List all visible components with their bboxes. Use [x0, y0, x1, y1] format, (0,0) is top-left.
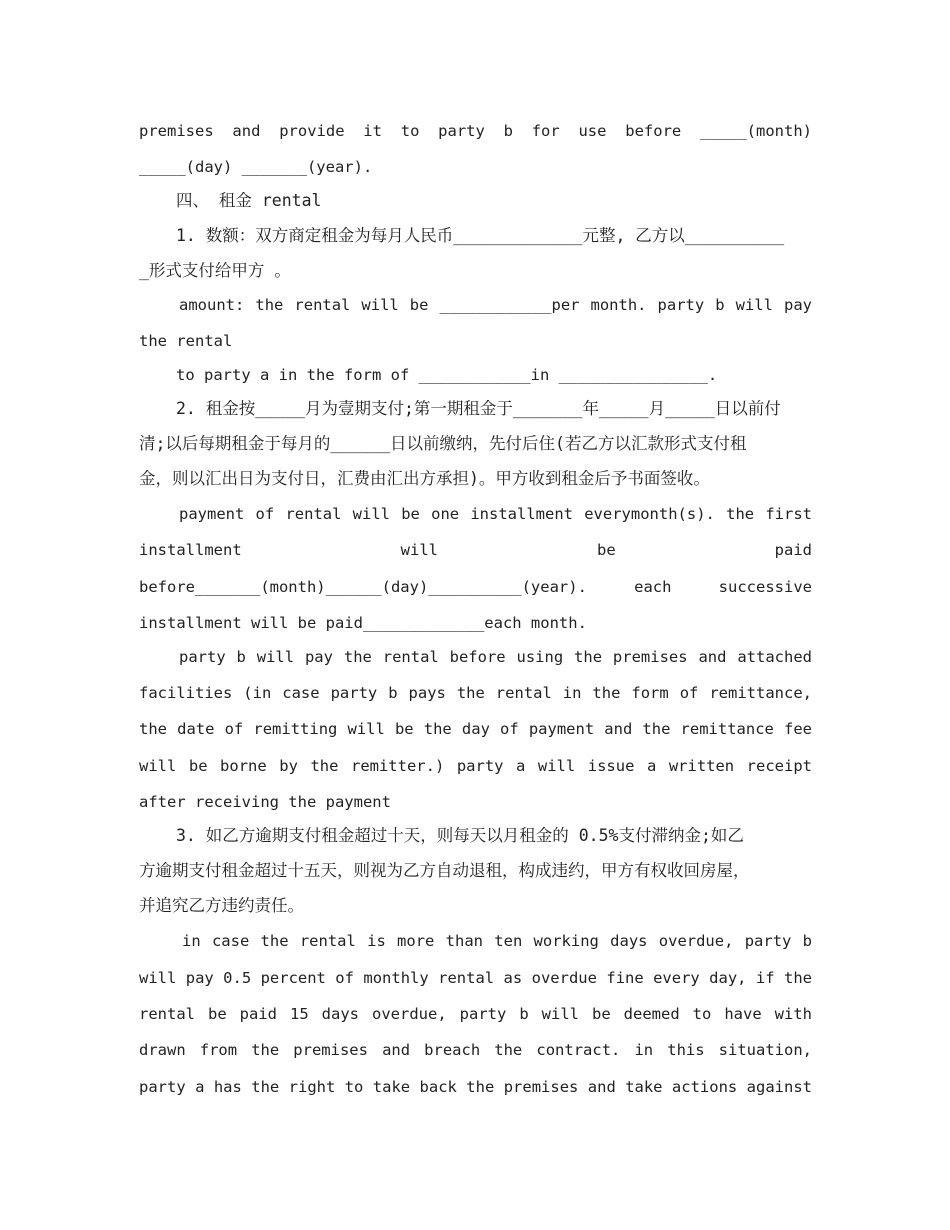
text-line: will pay 0.5 percent of monthly rental as overdue fine every day, if the [139, 969, 812, 987]
text-line: installment will be paid_____________each month. [139, 614, 587, 632]
text-line: 方逾期支付租金超过十五天，则视为乙方自动退租，构成违约，甲方有权收回房屋， [139, 861, 750, 880]
text-line: before_______(month)______(day)__________(year). each successive [139, 578, 812, 596]
text-line: party a has the right to take back the premises and take actions against [139, 1078, 812, 1096]
text-line: premises and provide it to party b for use before _____(month) [139, 122, 812, 140]
section-heading: 四、 租金 rental [176, 191, 322, 210]
text-line: 1. 数额：双方商定租金为每月人民币_____________元整, 乙方以__________ [176, 226, 785, 245]
text-line: 3. 如乙方逾期支付租金超过十天，则每天以月租金的 0.5%支付滞纳金;如乙 [176, 826, 744, 845]
text-line: the date of remitting will be the day of payment and the remittance fee [139, 720, 812, 738]
text-line: amount: the rental will be ____________per month. party b will pay [179, 296, 812, 314]
text-line: 清;以后每期租金于每月的______日以前缴纳，先付后住(若乙方以汇款形式支付租 [139, 434, 747, 453]
text-line: 金，则以汇出日为支付日，汇费由汇出方承担)。甲方收到租金后予书面签收。 [139, 469, 710, 488]
text-line: payment of rental will be one installment everymonth(s). the first [179, 505, 812, 523]
text-line: installment will be paid [139, 541, 812, 559]
text-line: rental be paid 15 days overdue, party b will be deemed to have with [139, 1005, 812, 1023]
text-line: 2. 租金按_____月为壹期支付;第一期租金于_______年_____月_____日以前付 [176, 399, 781, 418]
text-line: facilities (in case party b pays the rental in the form of remittance, [139, 684, 812, 702]
text-line: to party a in the form of ____________in ________________. [176, 366, 718, 384]
text-line: after receiving the payment [139, 793, 391, 811]
text-line: the rental [139, 332, 233, 350]
text-line: _____(day) _______(year). [139, 158, 373, 176]
text-line: drawn from the premises and breach the contract. in this situation, [139, 1041, 812, 1059]
text-line: in case the rental is more than ten working days overdue, party b [182, 932, 812, 950]
text-line: 并追究乙方违约责任。 [139, 896, 304, 915]
text-line: party b will pay the rental before using the premises and attached [179, 648, 812, 666]
text-line: will be borne by the remitter.) party a will issue a written receipt [139, 757, 812, 775]
text-line: _形式支付给甲方 。 [139, 261, 291, 280]
